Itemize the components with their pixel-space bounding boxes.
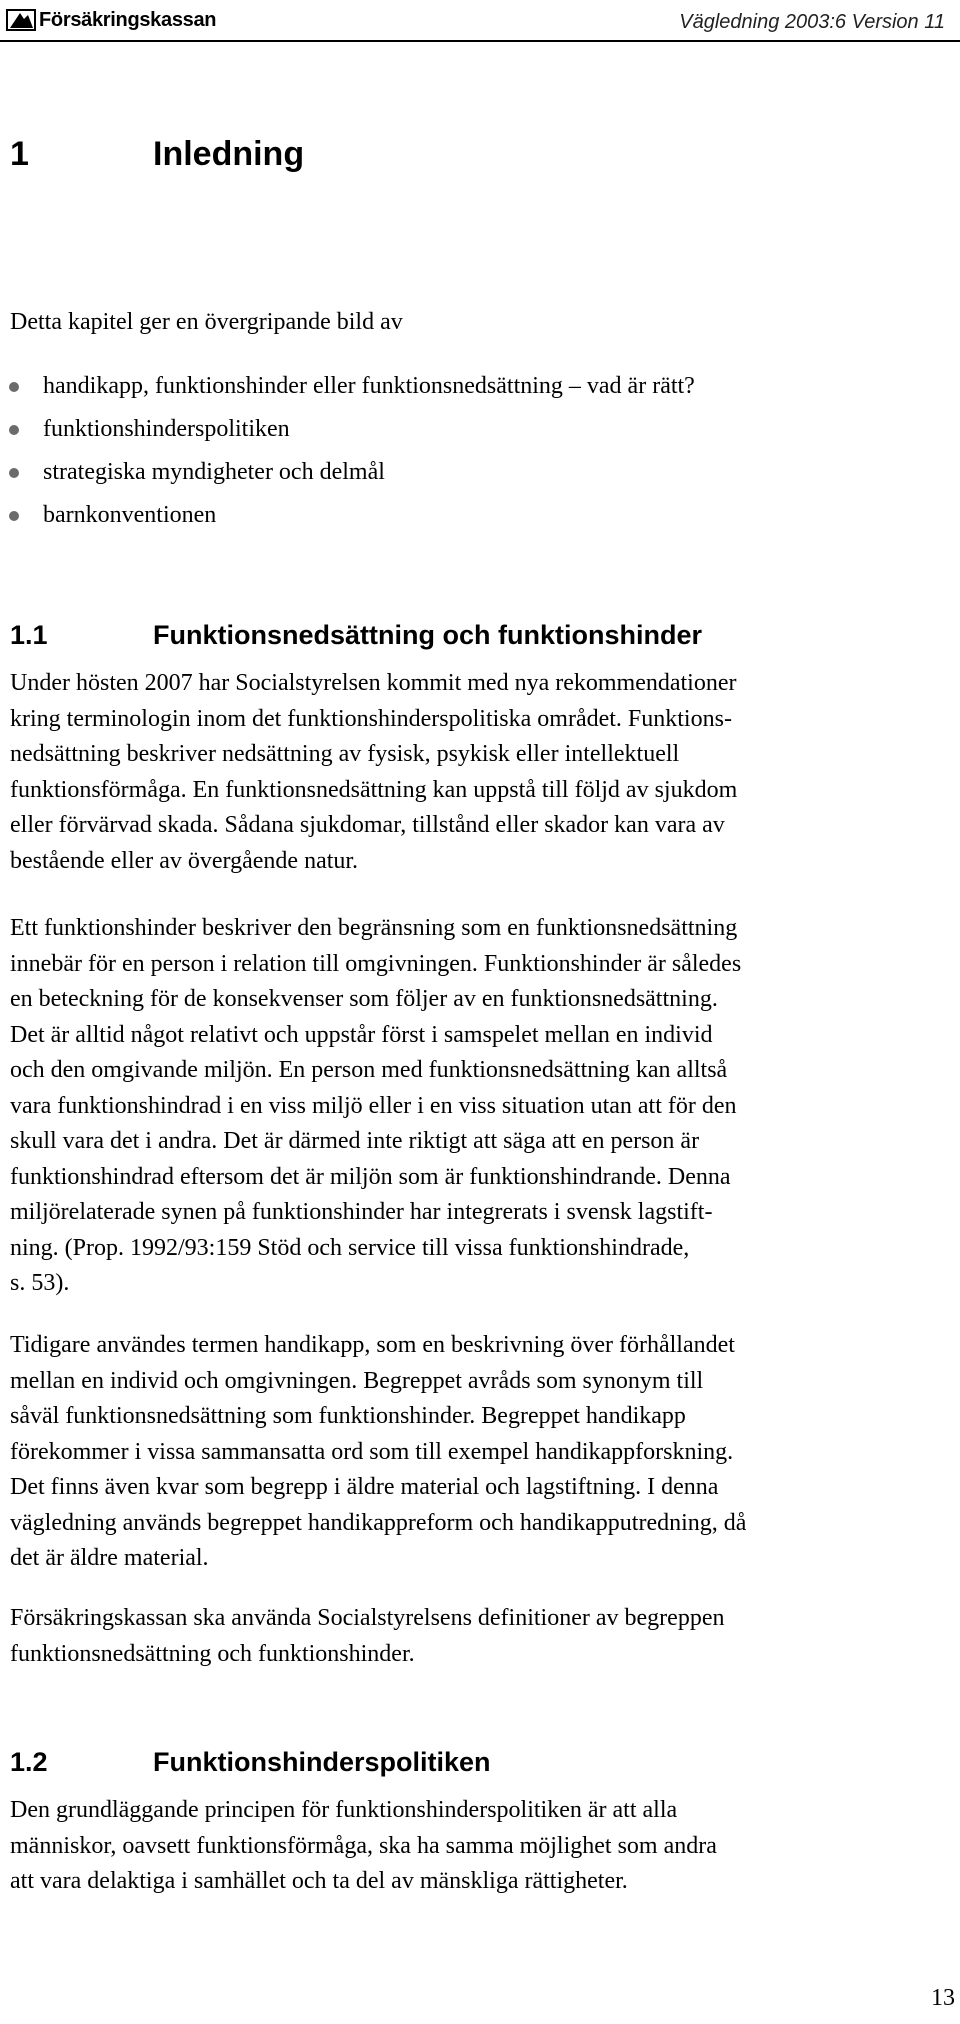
list-item-text: barnkonventionen — [43, 502, 217, 528]
bullet-icon — [9, 382, 19, 392]
bullet-icon — [9, 468, 19, 478]
text-line: vara funktionshindrad i en viss miljö eller i en viss situation utan att för den — [10, 1092, 737, 1119]
text-line: funktionshindrad eftersom det är miljön som är funktionshindrande. Denna — [10, 1163, 731, 1190]
text-line: mellan en individ och omgivningen. Begreppet avråds som synonym till — [10, 1367, 704, 1394]
section-title: Funktionshinderspolitiken — [153, 1747, 491, 1777]
section-number: 1.2 — [10, 1747, 48, 1777]
list-item — [0, 365, 695, 408]
text-line: skull vara det i andra. Det är därmed inte riktigt att säga att en person är — [10, 1128, 700, 1154]
section-heading-1-2 — [10, 1747, 491, 1778]
section-title: Funktionsnedsättning och funktionshinder — [153, 620, 702, 650]
text-line: eller förvärvad skada. Sådana sjukdomar, tillstånd eller skador kan vara av — [10, 812, 725, 838]
text-line: s. 53). — [10, 1270, 70, 1296]
text-line: miljörelaterade synen på funktionshinder har integrerats i svensk lagstift- — [10, 1199, 713, 1225]
text-line: en beteckning för de konsekvenser som följer av en funktionsnedsättning. — [10, 986, 718, 1012]
logo-text: Försäkringskassan — [39, 9, 217, 31]
intro-lead: Detta kapitel ger en övergripande bild av — [10, 309, 403, 335]
text-line: såväl funktionsnedsättning som funktionshinder. Begreppet handikapp — [10, 1403, 686, 1429]
list-item-text: strategiska myndigheter och delmål — [43, 459, 385, 485]
paragraph — [10, 1793, 950, 1900]
list-item-text: handikapp, funktionshinder eller funktionsnedsättning – vad är rätt? — [43, 373, 695, 399]
logo — [6, 9, 216, 31]
text-line: innebär för en person i relation till omgivningen. Funktionshinder är således — [10, 950, 742, 977]
section-number: 1.1 — [10, 620, 48, 650]
text-line: det är äldre material. — [10, 1545, 209, 1571]
text-line: kring terminologin inom det funktionshinderspolitiska området. Funktions- — [10, 705, 732, 732]
text-line: funktionsförmåga. En funktionsnedsättning kan uppstå till följd av sjukdom — [10, 776, 738, 803]
page-header — [0, 0, 960, 40]
paragraph — [10, 1328, 950, 1577]
text-line: människor, oavsett funktionsförmåga, ska ha samma möjlighet som andra — [10, 1832, 717, 1859]
text-line: förekommer i vissa sammansatta ord som till exempel handikappforskning. — [10, 1438, 734, 1465]
bullet-icon — [9, 511, 19, 521]
paragraph — [10, 1601, 950, 1672]
list-item — [0, 451, 695, 494]
text-line: Ett funktionshinder beskriver den begränsning som en funktionsnedsättning — [10, 915, 738, 941]
paragraph — [10, 911, 950, 1302]
section-heading-1-1 — [10, 620, 702, 651]
text-line: nedsättning beskriver nedsättning av fysisk, psykisk eller intellektuell — [10, 741, 680, 767]
text-line: Det finns även kvar som begrepp i äldre material och lagstiftning. I denna — [10, 1474, 719, 1500]
text-line: och den omgivande miljön. En person med funktionsnedsättning kan alltså — [10, 1057, 728, 1083]
text-line: Under hösten 2007 har Socialstyrelsen kommit med nya rekommendationer — [10, 670, 737, 696]
text-line: Försäkringskassan ska använda Socialstyrelsens definitioner av begreppen — [10, 1605, 725, 1631]
page-number: 13 — [931, 1985, 955, 2011]
intro-bullet-list — [0, 365, 695, 537]
list-item — [0, 408, 695, 451]
text-line: Det är alltid något relativt och uppstår först i samspelet mellan en individ — [10, 1021, 713, 1048]
paragraph — [10, 666, 950, 879]
document-version: Vägledning 2003:6 Version 11 — [679, 11, 945, 33]
list-item — [0, 494, 695, 537]
text-line: bestående eller av övergående natur. — [10, 847, 359, 874]
text-line: Den grundläggande principen för funktionshinderspolitiken är att alla — [10, 1797, 678, 1823]
forsakringskassan-logo-icon — [6, 9, 36, 31]
text-line: vägledning används begreppet handikappreform och handikapputredning, då — [10, 1509, 747, 1536]
chapter-heading — [10, 135, 304, 174]
text-line: funktionsnedsättning och funktionshinder. — [10, 1640, 415, 1667]
bullet-icon — [9, 425, 19, 435]
chapter-title: Inledning — [153, 135, 305, 173]
text-line: ning. (Prop. 1992/93:159 Stöd och service till vissa funktionshindrade, — [10, 1234, 690, 1261]
list-item-text: funktionshinderspolitiken — [43, 416, 290, 442]
chapter-number: 1 — [10, 135, 29, 173]
header-divider — [0, 40, 960, 42]
text-line: Tidigare användes termen handikapp, som en beskrivning över förhållandet — [10, 1332, 735, 1358]
text-line: att vara delaktiga i samhället och ta del av mänskliga rättigheter. — [10, 1868, 628, 1894]
